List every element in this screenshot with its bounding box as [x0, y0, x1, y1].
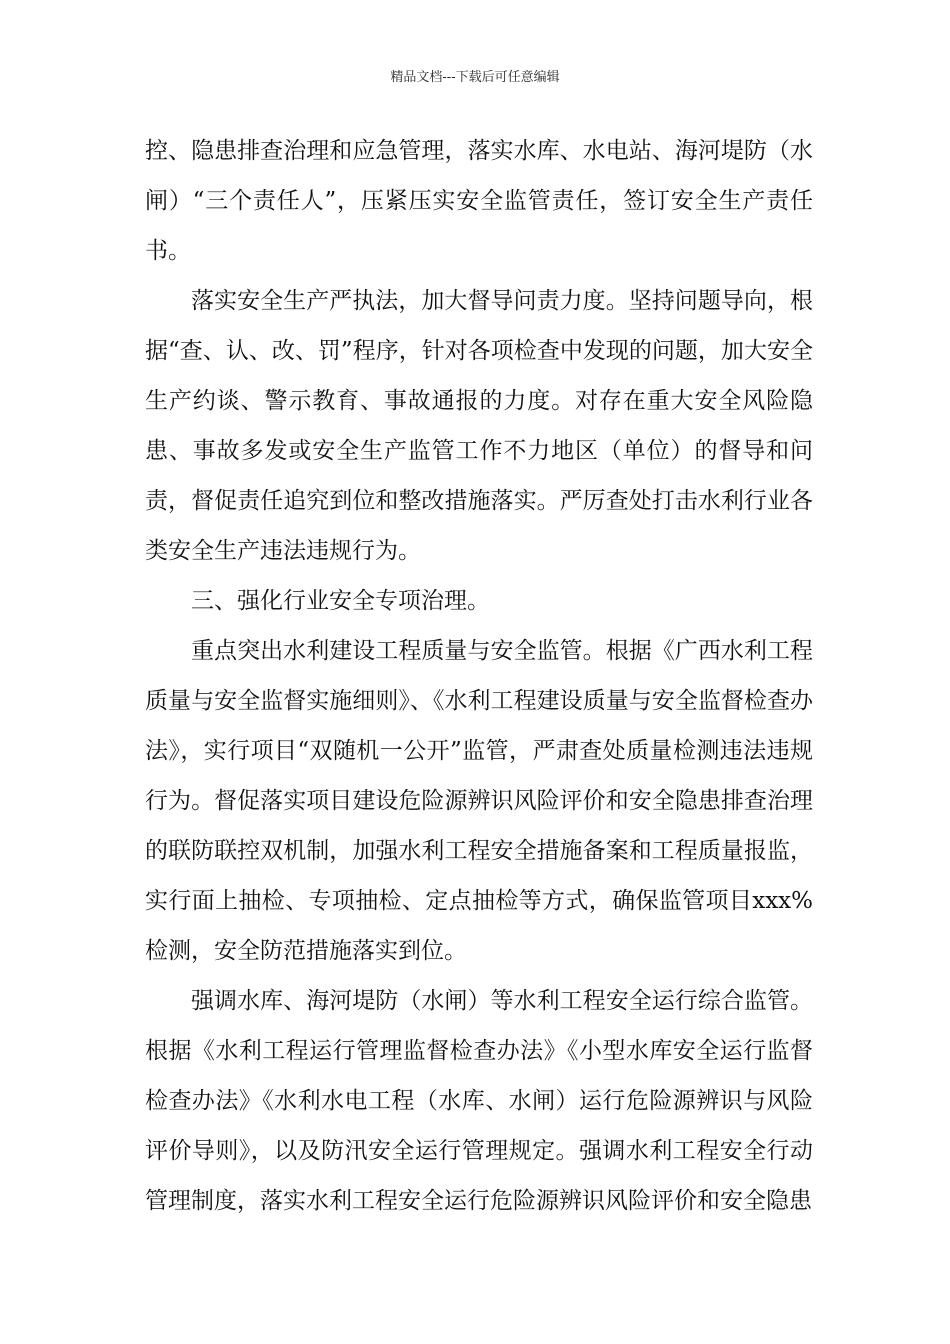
- paragraph-construction-supervision: 重点突出水利建设工程质量与安全监管。根据《广西水利工程质量与安全监督实施细则》、《水利工程建设质量与安全监督检查办法》，实行项目“双随机一公开”监管，严肃查处质量检测违法违规行为。督促落实项目建设危险源辨识风险评价和安全隐患排查治理的联防联控双机制，加强水利工程安全措施备案和工程质量报监，实行面上抽检、专项抽检、定点抽检等方式，确保监管项目xxx%检测，安全防范措施落实到位。: [145, 638, 813, 964]
- document-body: [145, 126, 813, 1226]
- paragraph-operation-supervision: 强调水库、海河堤防（水闸）等水利工程安全运行综合监管。根据《水利工程运行管理监督检查办法》《小型水库安全运行监督检查办法》《水利水电工程（水库、水闸）运行危险源辨识与风险评价导则》，以及防汛安全运行管理规定。强调水利工程安全行动管理制度，落实水利工程安全运行危险源辨识风险评价和安全隐患: [145, 988, 813, 1214]
- section-heading-3: 三、强化行业安全专项治理。: [191, 588, 490, 614]
- paragraph-continuation: 控、隐患排查治理和应急管理，落实水库、水电站、海河堤防（水闸）“三个责任人”，压紧压实安全监管责任，签订安全生产责任书。: [145, 138, 813, 264]
- page-header: 精品文档---下载后可任意编辑: [390, 70, 560, 85]
- paragraph-enforcement: 落实安全生产严执法，加大督导问责力度。坚持问题导向，根据“查、认、改、罚”程序，针对各项检查中发现的问题，加大安全生产约谈、警示教育、事故通报的力度。对存在重大安全风险隐患、事故多发或安全生产监管工作不力地区（单位）的督导和问责，督促责任追究到位和整改措施落实。严厉查处打击水利行业各类安全生产违法违规行为。: [145, 288, 813, 564]
